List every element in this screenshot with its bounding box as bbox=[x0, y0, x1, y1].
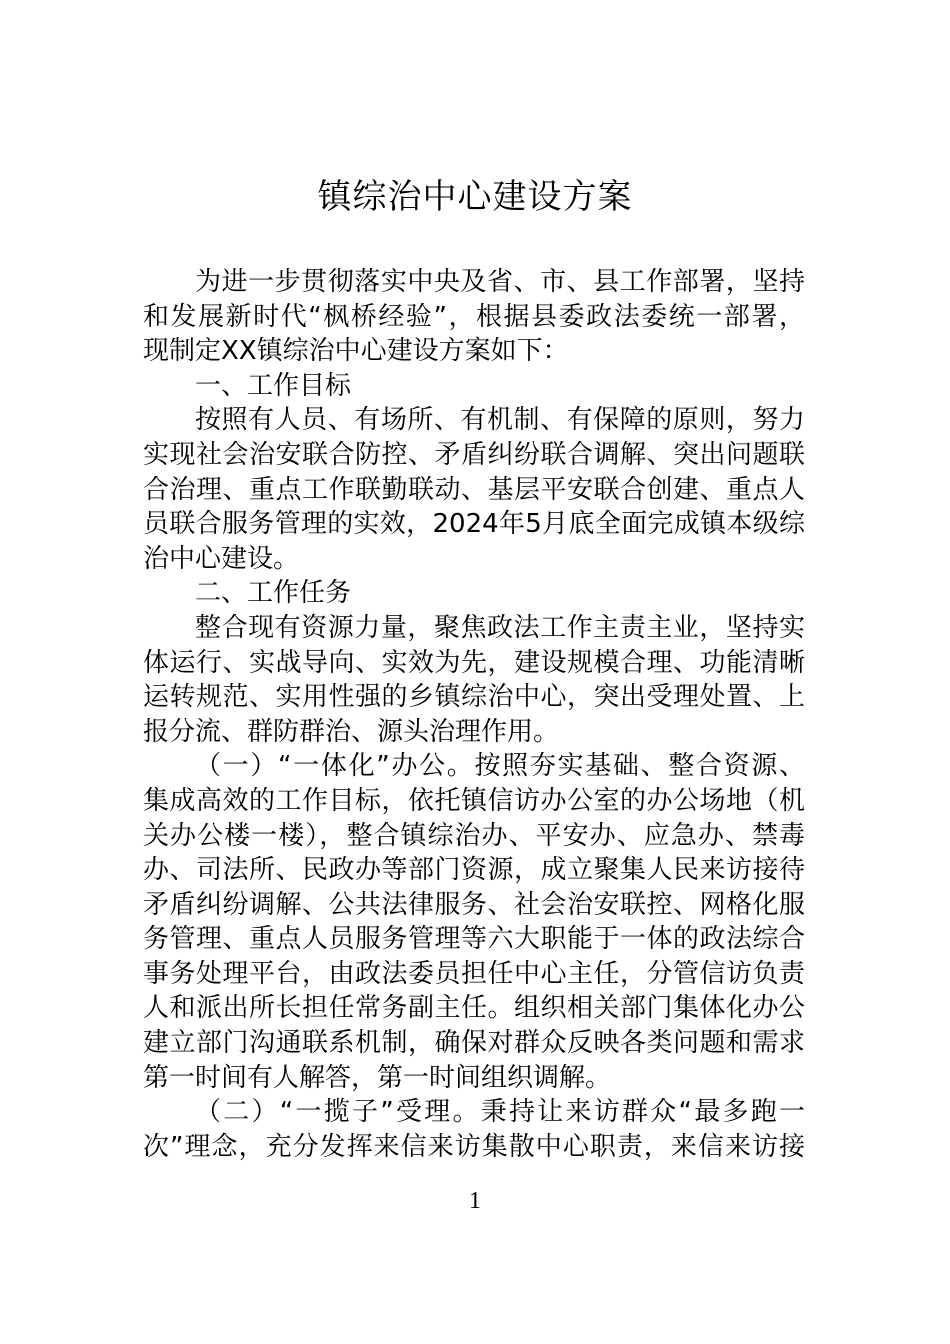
text-line: 治中心建设。 bbox=[143, 543, 300, 574]
text-line: 按照有人员、有场所、有机制、有保障的原则，努力 bbox=[195, 405, 805, 436]
paragraph bbox=[143, 611, 805, 749]
page-number: 1 bbox=[469, 1188, 481, 1214]
text-line: 为进一步贯彻落实中央及省、市、县工作部署，坚持 bbox=[195, 267, 805, 297]
text-line: 现制定XX镇综治中心建设方案如下： bbox=[143, 336, 569, 367]
text-line: 办、司法所、民政办等部门资源，成立聚集人民来访接待 bbox=[143, 855, 805, 886]
text-line: 关办公楼一楼），整合镇综治办、平安办、应急办、禁毒 bbox=[143, 820, 805, 851]
text-line: 和发展新时代“枫桥经验”，根据县委政法委统一部署， bbox=[143, 301, 805, 332]
paragraph bbox=[143, 369, 805, 404]
paragraph bbox=[143, 403, 805, 576]
text-line: 整合现有资源力量，聚焦政法工作主责主业，坚持实 bbox=[195, 612, 805, 643]
text-line: 务管理、重点人员服务管理等六大职能于一体的政法综合 bbox=[143, 924, 805, 955]
paragraph bbox=[143, 576, 805, 611]
text-line: 第一时间有人解答，第一时间组织调解。 bbox=[143, 1062, 612, 1093]
text-line: 员联合服务管理的实效，2024年5月底全面完成镇本级综 bbox=[143, 509, 805, 540]
text-line: 运转规范、实用性强的乡镇综治中心，突出受理处置、上 bbox=[143, 682, 805, 713]
document-body bbox=[143, 265, 805, 1164]
text-line: 体运行、实战导向、实效为先，建设规模合理、功能清晰 bbox=[143, 647, 805, 678]
text-line: 次”理念，充分发挥来信来访集散中心职责，来信来访接 bbox=[143, 1131, 805, 1162]
paragraph bbox=[143, 1095, 805, 1164]
paragraph bbox=[143, 749, 805, 1095]
text-line: 合治理、重点工作联勤联动、基层平安联合创建、重点人 bbox=[143, 474, 805, 505]
text-line: 集成高效的工作目标，依托镇信访办公室的办公场地（机 bbox=[143, 785, 805, 816]
paragraph bbox=[143, 265, 805, 369]
text-line: 二、工作任务 bbox=[195, 578, 352, 609]
text-line: 建立部门沟通联系机制，确保对群众反映各类问题和需求 bbox=[143, 1028, 805, 1059]
text-line: 一、工作目标 bbox=[195, 370, 352, 401]
text-line: 人和派出所长担任常务副主任。组织相关部门集体化办公 bbox=[143, 993, 805, 1024]
text-line: 报分流、群防群治、源头治理作用。 bbox=[143, 716, 560, 747]
document-title: 镇综治中心建设方案 bbox=[317, 177, 633, 217]
text-line: （二）“一揽子”受理。秉持让来访群众“最多跑一 bbox=[195, 1097, 805, 1128]
text-line: 事务处理平台，由政法委员担任中心主任，分管信访负责 bbox=[143, 958, 805, 989]
text-line: 矛盾纠纷调解、公共法律服务、社会治安联控、网格化服 bbox=[143, 889, 805, 920]
text-line: 实现社会治安联合防控、矛盾纠纷联合调解、突出问题联 bbox=[143, 439, 805, 470]
text-line: （一）“一体化”办公。按照夯实基础、整合资源、 bbox=[195, 751, 805, 782]
